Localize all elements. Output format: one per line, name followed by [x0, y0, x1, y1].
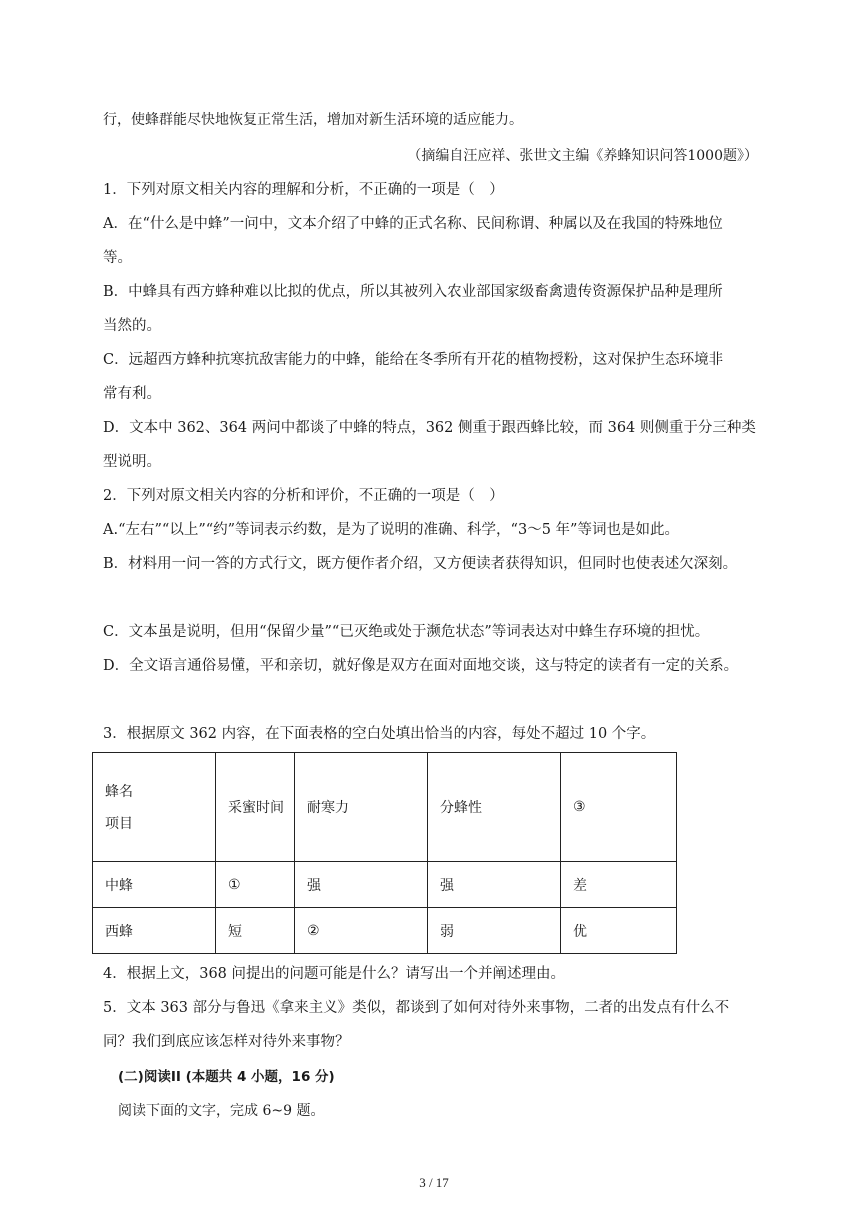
q1-option-c-cont: 常有利。 [103, 386, 161, 402]
q1-stem: 1．下列对原文相关内容的理解和分析，不正确的一项是（ ） [103, 182, 504, 198]
q1-option-a-cont: 等。 [103, 250, 132, 266]
table-cell: 强 [295, 862, 428, 908]
answer-table [92, 752, 677, 954]
table-header-cell: ③ [561, 753, 677, 862]
q1-option-a: A．在“什么是中蜂”一问中，文本介绍了中蜂的正式名称、民间称谓、种属以及在我国的特殊地位 [103, 216, 723, 232]
corner-label-name: 蜂名 [105, 784, 133, 800]
table-header-cell: 耐寒力 [295, 753, 428, 862]
q5-stem: 5．文本 363 部分与鲁迅《拿来主义》类似，都谈到了如何对待外来事物，二者的出发点有什么不 [103, 1000, 730, 1016]
page-number: 3 / 17 [419, 1175, 449, 1190]
table-cell: 优 [561, 908, 677, 954]
q1-option-b-cont: 当然的。 [103, 318, 161, 334]
q5-stem-cont: 同？我们到底应该怎样对待外来事物？ [103, 1034, 350, 1050]
table-cell: ① [216, 862, 295, 908]
section-heading: (二)阅读II (本题共 4 小题，16 分) [118, 1069, 335, 1085]
table-cell: 西蜂 [93, 908, 216, 954]
source-citation: （摘编自汪应祥、张世文主编《养蜂知识问答1000题》） [407, 148, 758, 164]
q1-option-c: C．远超西方蜂种抗寒抗敌害能力的中蜂，能给在冬季所有开花的植物授粉，这对保护生态环境非 [103, 352, 724, 368]
q1-option-d-cont: 型说明。 [103, 454, 161, 470]
table-corner-cell [93, 753, 216, 862]
q2-option-b: B．材料用一问一答的方式行文，既方便作者介绍，又方便读者获得知识，但同时也使表述欠深刻。 [103, 556, 738, 572]
table-cell: 强 [428, 862, 561, 908]
q4-stem: 4．根据上文，368 问提出的问题可能是什么？请写出一个并阐述理由。 [103, 966, 566, 982]
q3-stem: 3．根据原文 362 内容，在下面表格的空白处填出恰当的内容，每处不超过 10 个字。 [103, 726, 656, 742]
table-cell: 短 [216, 908, 295, 954]
table-row [93, 862, 677, 908]
q1-option-d: D．文本中 362、364 两问中都谈了中蜂的特点，362 侧重于跟西蜂比较，而 364 则侧重于分三种类 [103, 420, 756, 436]
table-header-cell: 分蜂性 [428, 753, 561, 862]
q2-stem: 2．下列对原文相关内容的分析和评价，不正确的一项是（ ） [103, 488, 504, 504]
q2-option-d: D．全文语言通俗易懂，平和亲切，就好像是双方在面对面地交谈，这与特定的读者有一定的关系。 [103, 658, 739, 674]
table-row [93, 908, 677, 954]
intro-line: 行，使蜂群能尽快地恢复正常生活，增加对新生活环境的适应能力。 [103, 112, 523, 128]
table-cell: 差 [561, 862, 677, 908]
section-instruction: 阅读下面的文字，完成 6~9 题。 [118, 1103, 325, 1119]
q1-option-b: B．中蜂具有西方蜂种难以比拟的优点，所以其被列入农业部国家级畜禽遗传资源保护品种是理所 [103, 284, 723, 300]
table-header-row [93, 753, 677, 862]
table-cell: 弱 [428, 908, 561, 954]
corner-label-item: 项目 [105, 816, 133, 832]
table-cell: 中蜂 [93, 862, 216, 908]
table-header-cell: 采蜜时间 [216, 753, 295, 862]
q2-option-c: C．文本虽是说明，但用“保留少量”“已灭绝或处于濒危状态”等词表达对中蜂生存环境的担忧。 [103, 624, 710, 640]
q2-option-a: A.“左右”“以上”“约”等词表示约数，是为了说明的准确、科学，“3～5 年”等词也是如此。 [103, 522, 679, 538]
table-cell: ② [295, 908, 428, 954]
